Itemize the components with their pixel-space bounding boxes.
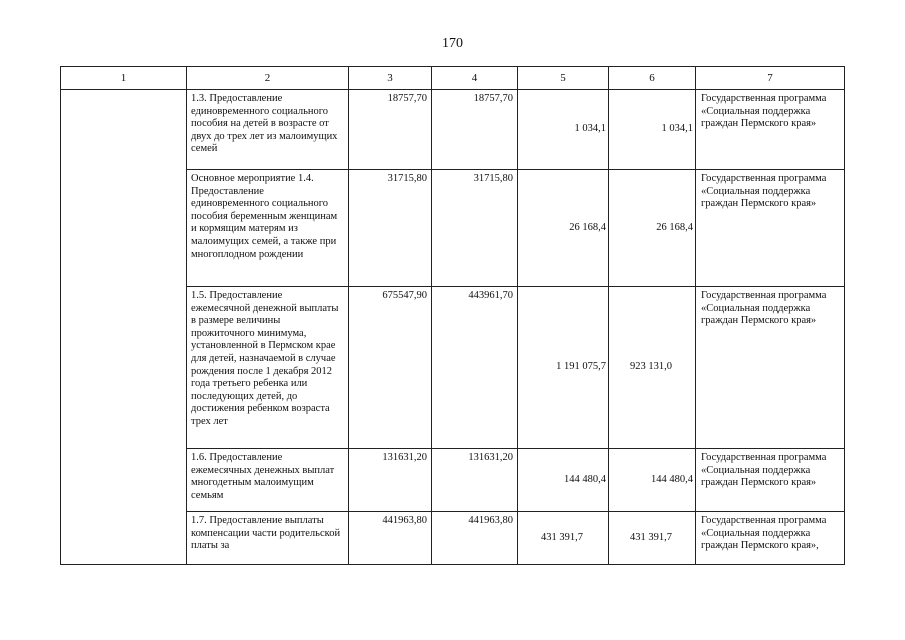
value-col4: 443961,70 <box>432 287 518 449</box>
value-col6: 26 168,4 <box>609 170 696 287</box>
description-cell: Основное мероприятие 1.4. Предоставление единовременного социального пособия беременным женщинам и кормящим матерям из малоимущих семей, а также при многоплодном рождении <box>187 170 349 287</box>
program-cell: Государственная программа «Социальная поддержка граждан Пермского края» <box>696 90 845 170</box>
description-cell: 1.7. Предоставление выплаты компенсации части родительской платы за <box>187 512 349 565</box>
program-cell: Государственная программа «Социальная поддержка граждан Пермского края» <box>696 170 845 287</box>
description-cell: 1.3. Предоставление единовременного социального пособия на детей в возрасте от двух до трех лет из малоимущих семей <box>187 90 349 170</box>
program-cell: Государственная программа «Социальная поддержка граждан Пермского края», <box>696 512 845 565</box>
value-col3: 675547,90 <box>349 287 432 449</box>
value-col5: 144 480,4 <box>518 449 609 512</box>
value-col6: 144 480,4 <box>609 449 696 512</box>
program-cell: Государственная программа «Социальная поддержка граждан Пермского края» <box>696 449 845 512</box>
description-cell: 1.5. Предоставление ежемесячной денежной выплаты в размере величины прожиточного минимума, установленной в Пермском крае для детей, назначаемой в случае рождения после 1 декабря 2012 года третьего ребенка или последующих детей, до достижения ребенком возраста трех лет <box>187 287 349 449</box>
column-header-2: 2 <box>187 67 349 90</box>
value-col5: 1 191 075,7 <box>518 287 609 449</box>
column-header-4: 4 <box>432 67 518 90</box>
value-col4: 31715,80 <box>432 170 518 287</box>
value-col3: 441963,80 <box>349 512 432 565</box>
value-col6: 431 391,7 <box>609 512 696 565</box>
value-col5: 26 168,4 <box>518 170 609 287</box>
column-header-3: 3 <box>349 67 432 90</box>
column-header-1: 1 <box>61 67 187 90</box>
value-col3: 18757,70 <box>349 90 432 170</box>
value-col3: 131631,20 <box>349 449 432 512</box>
value-col4: 131631,20 <box>432 449 518 512</box>
header-row <box>61 67 845 90</box>
page-number: 170 <box>442 36 463 51</box>
description-cell: 1.6. Предоставление ежемесячных денежных выплат многодетным малоимущим семьям <box>187 449 349 512</box>
value-col3: 31715,80 <box>349 170 432 287</box>
value-col4: 441963,80 <box>432 512 518 565</box>
table-row <box>61 90 845 170</box>
column-header-6: 6 <box>609 67 696 90</box>
value-col6: 1 034,1 <box>609 90 696 170</box>
data-table <box>60 66 845 565</box>
value-col5: 431 391,7 <box>518 512 609 565</box>
column-header-7: 7 <box>696 67 845 90</box>
value-col5: 1 034,1 <box>518 90 609 170</box>
program-cell: Государственная программа «Социальная поддержка граждан Пермского края» <box>696 287 845 449</box>
column-header-5: 5 <box>518 67 609 90</box>
value-col4: 18757,70 <box>432 90 518 170</box>
column-1-cell <box>61 90 187 565</box>
value-col6: 923 131,0 <box>609 287 696 449</box>
